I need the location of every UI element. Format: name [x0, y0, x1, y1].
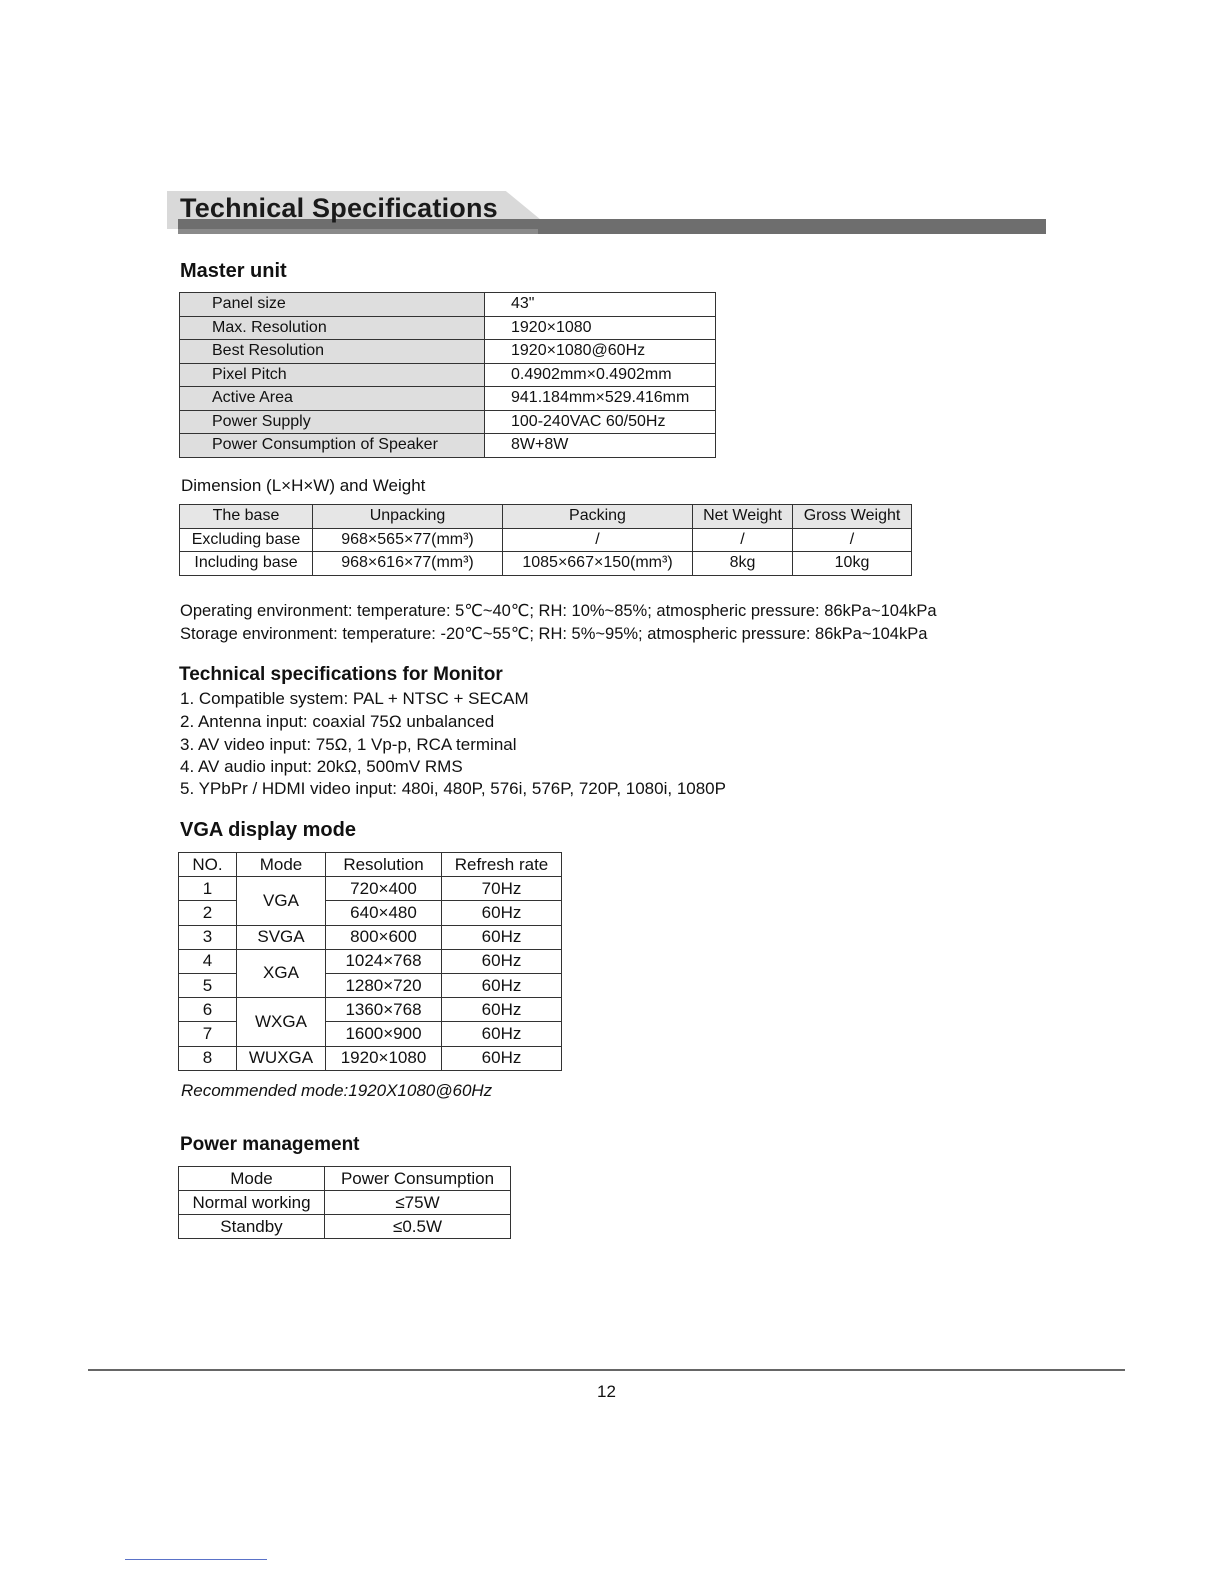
table-cell: 1920×1080	[326, 1046, 442, 1070]
table-cell: Excluding base	[180, 528, 313, 552]
column-header: Net Weight	[693, 505, 793, 529]
column-header: Refresh rate	[442, 853, 562, 877]
section-header-bar-shadow	[178, 229, 538, 234]
table-cell: 6	[179, 998, 237, 1022]
table-cell: XGA	[237, 949, 326, 997]
table-row	[179, 877, 562, 901]
table-row	[179, 998, 562, 1022]
column-header: The base	[180, 505, 313, 529]
table-cell: SVGA	[237, 925, 326, 949]
spec-value: 941.184mm×529.416mm	[485, 387, 716, 411]
spec-label: Active Area	[180, 387, 485, 411]
spec-label: Panel size	[180, 293, 485, 317]
table-cell: 1280×720	[326, 973, 442, 997]
table-cell: Including base	[180, 552, 313, 576]
vga-heading: VGA display mode	[180, 819, 356, 841]
table-cell: 968×616×77(mm³)	[313, 552, 503, 576]
column-header: NO.	[179, 853, 237, 877]
table-cell: WXGA	[237, 998, 326, 1046]
table-header-row	[180, 505, 912, 529]
table-row	[179, 1215, 511, 1239]
spec-value: 100-240VAC 60/50Hz	[485, 410, 716, 434]
table-row	[179, 925, 562, 949]
table-row	[179, 1191, 511, 1215]
table-row	[180, 552, 912, 576]
table-row	[179, 1046, 562, 1070]
table-cell: 8	[179, 1046, 237, 1070]
table-row	[180, 363, 716, 387]
table-cell: Normal working	[179, 1191, 325, 1215]
spec-value: 0.4902mm×0.4902mm	[485, 363, 716, 387]
table-cell: /	[793, 528, 912, 552]
table-row	[180, 434, 716, 458]
table-row	[179, 1022, 562, 1046]
table-cell: 640×480	[326, 901, 442, 925]
column-header: Gross Weight	[793, 505, 912, 529]
table-cell: 1360×768	[326, 998, 442, 1022]
table-cell: 1085×667×150(mm³)	[503, 552, 693, 576]
spec-value: 1920×1080	[485, 316, 716, 340]
list-item: 3. AV video input: 75Ω, 1 Vp-p, RCA terminal	[180, 735, 517, 754]
table-cell: WUXGA	[237, 1046, 326, 1070]
spec-label: Max. Resolution	[180, 316, 485, 340]
table-cell: 7	[179, 1022, 237, 1046]
table-cell: ≤75W	[325, 1191, 511, 1215]
footer-divider	[88, 1369, 1125, 1371]
table-cell: 800×600	[326, 925, 442, 949]
table-row	[179, 973, 562, 997]
table-cell: 10kg	[793, 552, 912, 576]
table-cell: 5	[179, 973, 237, 997]
table-cell: 1024×768	[326, 949, 442, 973]
table-cell: 70Hz	[442, 877, 562, 901]
table-header-row	[179, 1167, 511, 1191]
table-row	[180, 340, 716, 364]
column-header: Mode	[237, 853, 326, 877]
list-item: 1. Compatible system: PAL + NTSC + SECAM	[180, 689, 529, 708]
table-cell: 720×400	[326, 877, 442, 901]
power-heading: Power management	[180, 1134, 360, 1155]
table-cell: VGA	[237, 877, 326, 925]
spec-value: 1920×1080@60Hz	[485, 340, 716, 364]
table-cell: ≤0.5W	[325, 1215, 511, 1239]
column-header: Mode	[179, 1167, 325, 1191]
spec-label: Power Consumption of Speaker	[180, 434, 485, 458]
spec-label: Pixel Pitch	[180, 363, 485, 387]
table-row	[180, 528, 912, 552]
table-cell: /	[503, 528, 693, 552]
table-header-row	[179, 853, 562, 877]
footer-rule	[125, 1559, 267, 1560]
table-cell: 3	[179, 925, 237, 949]
table-row	[179, 901, 562, 925]
page-title: Technical Specifications	[180, 193, 498, 223]
table-cell: 1600×900	[326, 1022, 442, 1046]
table-cell: 968×565×77(mm³)	[313, 528, 503, 552]
spec-label: Power Supply	[180, 410, 485, 434]
list-item: 2. Antenna input: coaxial 75Ω unbalanced	[180, 712, 495, 731]
table-cell: 60Hz	[442, 901, 562, 925]
power-table	[178, 1166, 511, 1239]
spec-value: 43"	[485, 293, 716, 317]
table-cell: 60Hz	[442, 949, 562, 973]
spec-value: 8W+8W	[485, 434, 716, 458]
table-row	[180, 293, 716, 317]
page-number: 12	[597, 1382, 616, 1401]
column-header: Power Consumption	[325, 1167, 511, 1191]
spec-label: Best Resolution	[180, 340, 485, 364]
dimension-table	[179, 504, 912, 576]
column-header: Resolution	[326, 853, 442, 877]
table-cell: 60Hz	[442, 973, 562, 997]
table-cell: 8kg	[693, 552, 793, 576]
list-item: 5. YPbPr / HDMI video input: 480i, 480P, 576i, 576P, 720P, 1080i, 1080P	[180, 779, 726, 798]
table-cell: 60Hz	[442, 998, 562, 1022]
table-cell: 60Hz	[442, 1022, 562, 1046]
table-row	[180, 387, 716, 411]
master-unit-table	[179, 292, 716, 458]
table-cell: /	[693, 528, 793, 552]
column-header: Unpacking	[313, 505, 503, 529]
table-cell: 60Hz	[442, 925, 562, 949]
table-cell: 4	[179, 949, 237, 973]
operating-environment: Operating environment: temperature: 5℃~40℃; RH: 10%~85%; atmospheric pressure: 86kPa~104kPa	[180, 602, 937, 620]
dimension-heading: Dimension (L×H×W) and Weight	[181, 476, 426, 495]
recommended-mode: Recommended mode:1920X1080@60Hz	[181, 1081, 493, 1100]
list-item: 4. AV audio input: 20kΩ, 500mV RMS	[180, 757, 463, 776]
monitor-specs-heading: Technical specifications for Monitor	[179, 664, 503, 685]
table-row	[180, 410, 716, 434]
table-row	[180, 316, 716, 340]
storage-environment: Storage environment: temperature: -20℃~55℃; RH: 5%~95%; atmospheric pressure: 86kPa~104kPa	[180, 625, 928, 643]
table-row	[179, 949, 562, 973]
table-cell: 60Hz	[442, 1046, 562, 1070]
table-cell: 1	[179, 877, 237, 901]
table-cell: 2	[179, 901, 237, 925]
vga-mode-table	[178, 852, 562, 1071]
column-header: Packing	[503, 505, 693, 529]
master-unit-heading: Master unit	[180, 260, 287, 282]
table-cell: Standby	[179, 1215, 325, 1239]
